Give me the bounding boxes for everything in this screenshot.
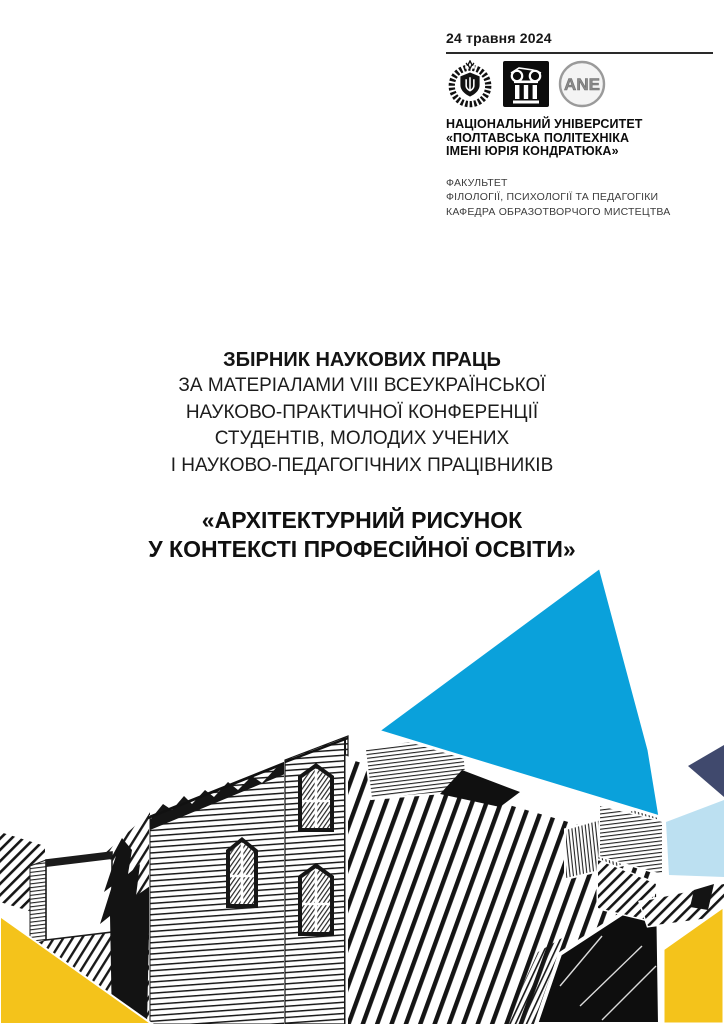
faculty-info <box>446 176 716 220</box>
faculty-line: КАФЕДРА ОБРАЗОТВОРЧОГО МИСТЕЦТВА <box>446 205 671 218</box>
title-block <box>0 347 724 563</box>
sketch-window <box>298 763 334 832</box>
university-name-line: НАЦІОНАЛЬНИЙ УНІВЕРСИТЕТ <box>446 117 643 131</box>
sketch-window <box>298 863 334 936</box>
series-line: І НАУКОВО-ПЕДАГОГІЧНИХ ПРАЦІВНИКІВ <box>170 454 554 476</box>
logos-row <box>446 62 716 110</box>
sketch-chimney <box>30 852 112 946</box>
sketch-window <box>226 837 258 908</box>
series-title: ЗБІРНИК НАУКОВИХ ПРАЦЬ <box>223 349 501 371</box>
university-emblem-icon <box>446 60 494 113</box>
university-name <box>446 118 716 159</box>
faculty-line: ФАКУЛЬТЕТ <box>446 176 508 189</box>
university-name-line: ІМЕНІ ЮРІЯ КОНДРАТЮКА» <box>446 144 619 159</box>
column-logo-icon <box>503 61 549 112</box>
university-name-line: «ПОЛТАВСЬКА ПОЛІТЕХНІКА <box>446 130 630 145</box>
conference-title-line: У КОНТЕКСТІ ПРОФЕСІЙНОЇ ОСВІТИ» <box>148 535 576 562</box>
header <box>446 30 716 219</box>
cover-artwork <box>0 554 724 1024</box>
ane-logo-text: ANE <box>564 74 600 94</box>
series-line: НАУКОВО-ПРАКТИЧНОЇ КОНФЕРЕНЦІЇ <box>185 401 539 423</box>
series-line: ЗА МАТЕРІАЛАМИ VIII ВСЕУКРАЇНСЬКОЇ <box>178 375 546 396</box>
navy-triangle <box>688 745 724 797</box>
header-rule <box>446 52 713 54</box>
date: 24 травня 2024 <box>446 30 552 46</box>
ane-logo-icon <box>558 60 606 113</box>
conference-title-line: «АРХІТЕКТУРНИЙ РИСУНОК <box>201 507 523 533</box>
series-line: СТУДЕНТІВ, МОЛОДИХ УЧЕНИХ <box>214 428 510 449</box>
light-blue-plane <box>666 800 724 877</box>
faculty-line: ФІЛОЛОГІЇ, ПСИХОЛОГІЇ ТА ПЕДАГОГІКИ <box>446 191 659 204</box>
